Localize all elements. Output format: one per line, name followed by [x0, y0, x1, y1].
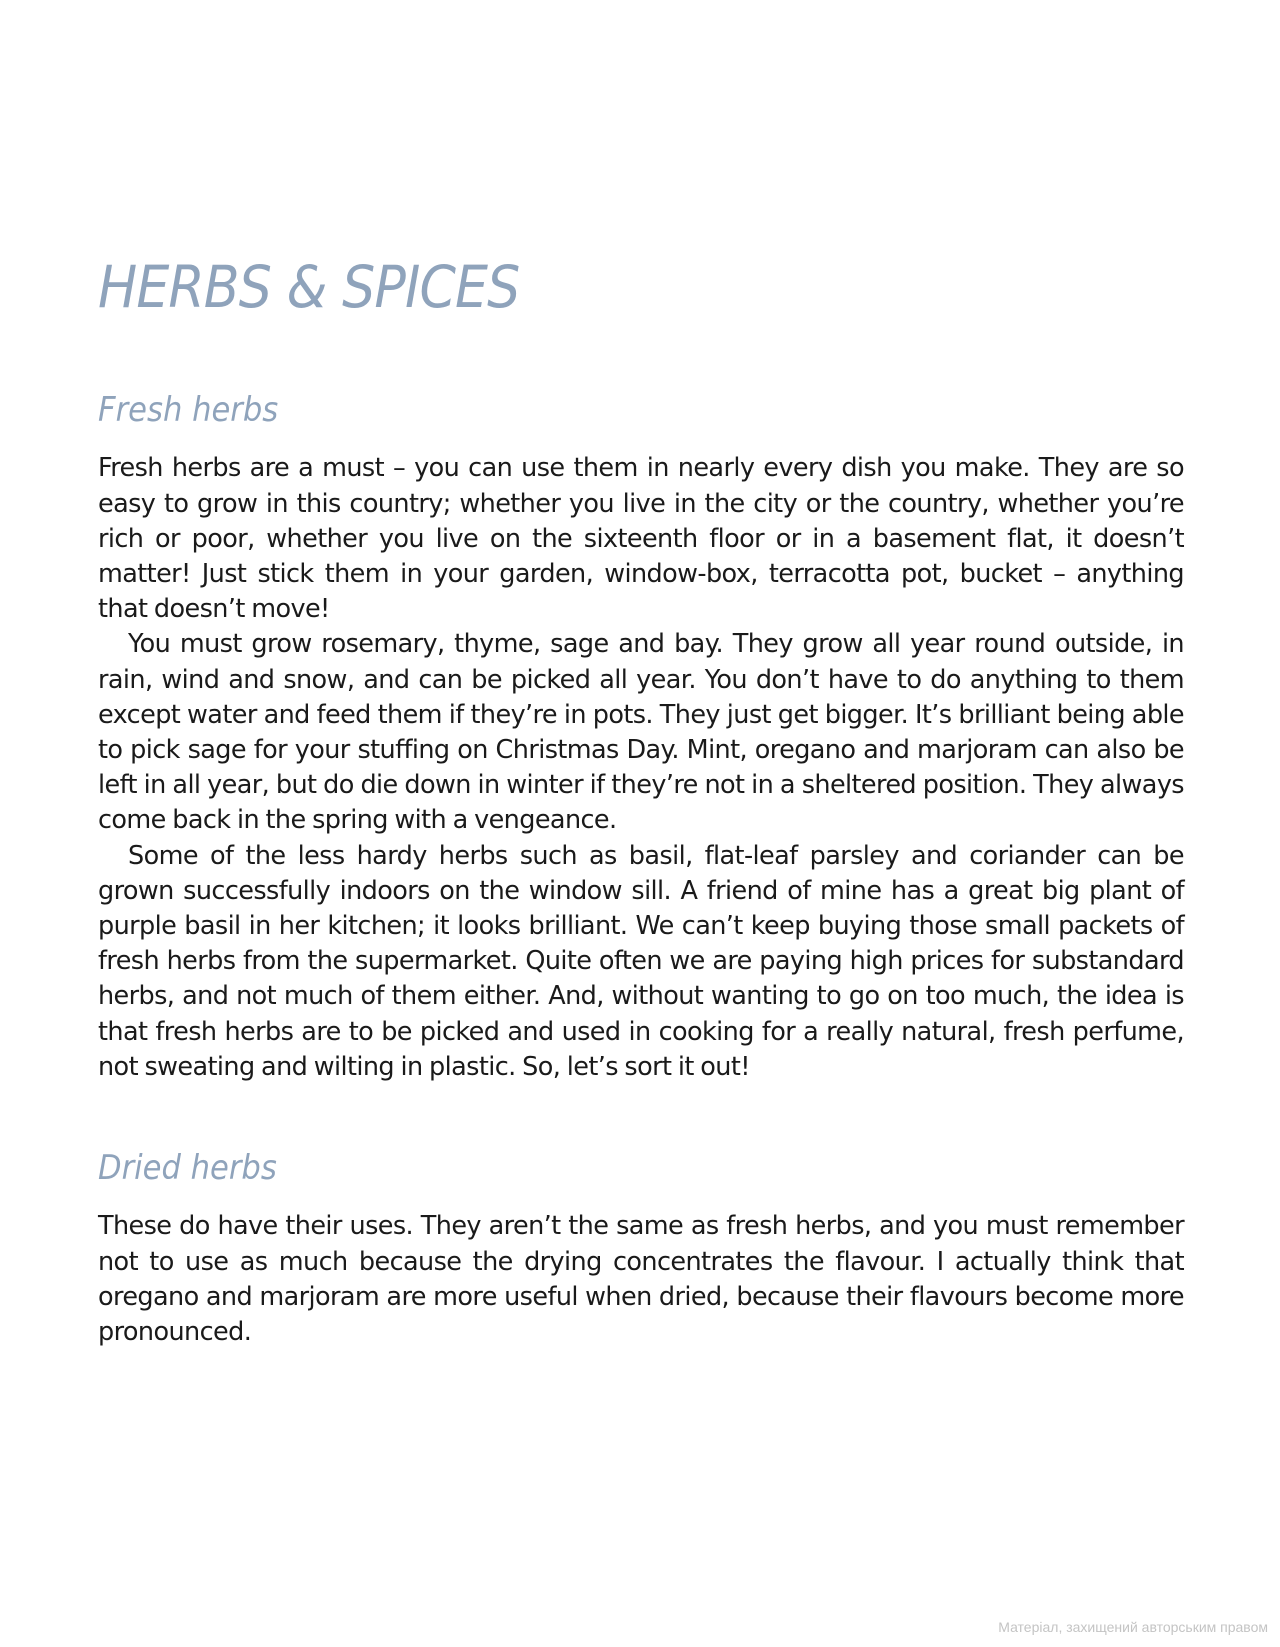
paragraph-fresh-herbs-hardy: You must grow rosemary, thyme, sage and bay. They grow all year round outside, in rain, wind and snow, and can be picked all year. You don’t have to do anything to them except water and feed them if they’re in pots. They just get bigger. It’s brilliant being able to pick sage for your stuffing on Christmas Day. Mint, oregano and marjoram can also be left in all year, but do die down in winter if they’re not in a sheltered position. They always come back in the spring with a vengeance. — [98, 629, 1184, 836]
paragraph-fresh-herbs-intro: Fresh herbs are a must – you can use them in nearly every dish you make. They are so easy to grow in this country; whether you live in the city or the country, whether you’re rich or poor, whether you live on the sixteenth floor or in a basement flat, it doesn’t matter! Just stick them in your garden, window-box, terracotta pot, bucket – anything that doesn’t move! — [98, 453, 1184, 625]
chapter-title: HERBS & SPICES — [98, 253, 520, 321]
paragraph-dried-herbs: These do have their uses. They aren’t the same as fresh herbs, and you must remember not to use as much because the drying concentrates the flavour. I actually think that oregano and marjoram are more useful when dried, because their flavours become more pronounced. — [98, 1211, 1184, 1347]
paragraph-fresh-herbs-indoor: Some of the less hardy herbs such as basil, flat-leaf parsley and coriander can be grown successfully indoors on the window sill. A friend of mine has a great big plant of purple basil in her kitchen; it looks brilliant. We can’t keep buying those small packets of fresh herbs from the supermarket. Quite often we are paying high prices for substandard herbs, and not much of them either. And, without wanting to go on too much, the idea is that fresh herbs are to be picked and used in cooking for a really natural, fresh perfume, not sweating and wilting in plastic. So, let’s sort it out! — [98, 840, 1184, 1082]
section-dried-herbs — [98, 1150, 1184, 1350]
section-fresh-herbs — [98, 392, 1184, 1085]
copyright-watermark: Матеріал, захищений авторським правом — [998, 1619, 1268, 1635]
section-heading-dried-herbs: Dried herbs — [98, 1148, 277, 1188]
section-heading-fresh-herbs: Fresh herbs — [98, 390, 279, 430]
